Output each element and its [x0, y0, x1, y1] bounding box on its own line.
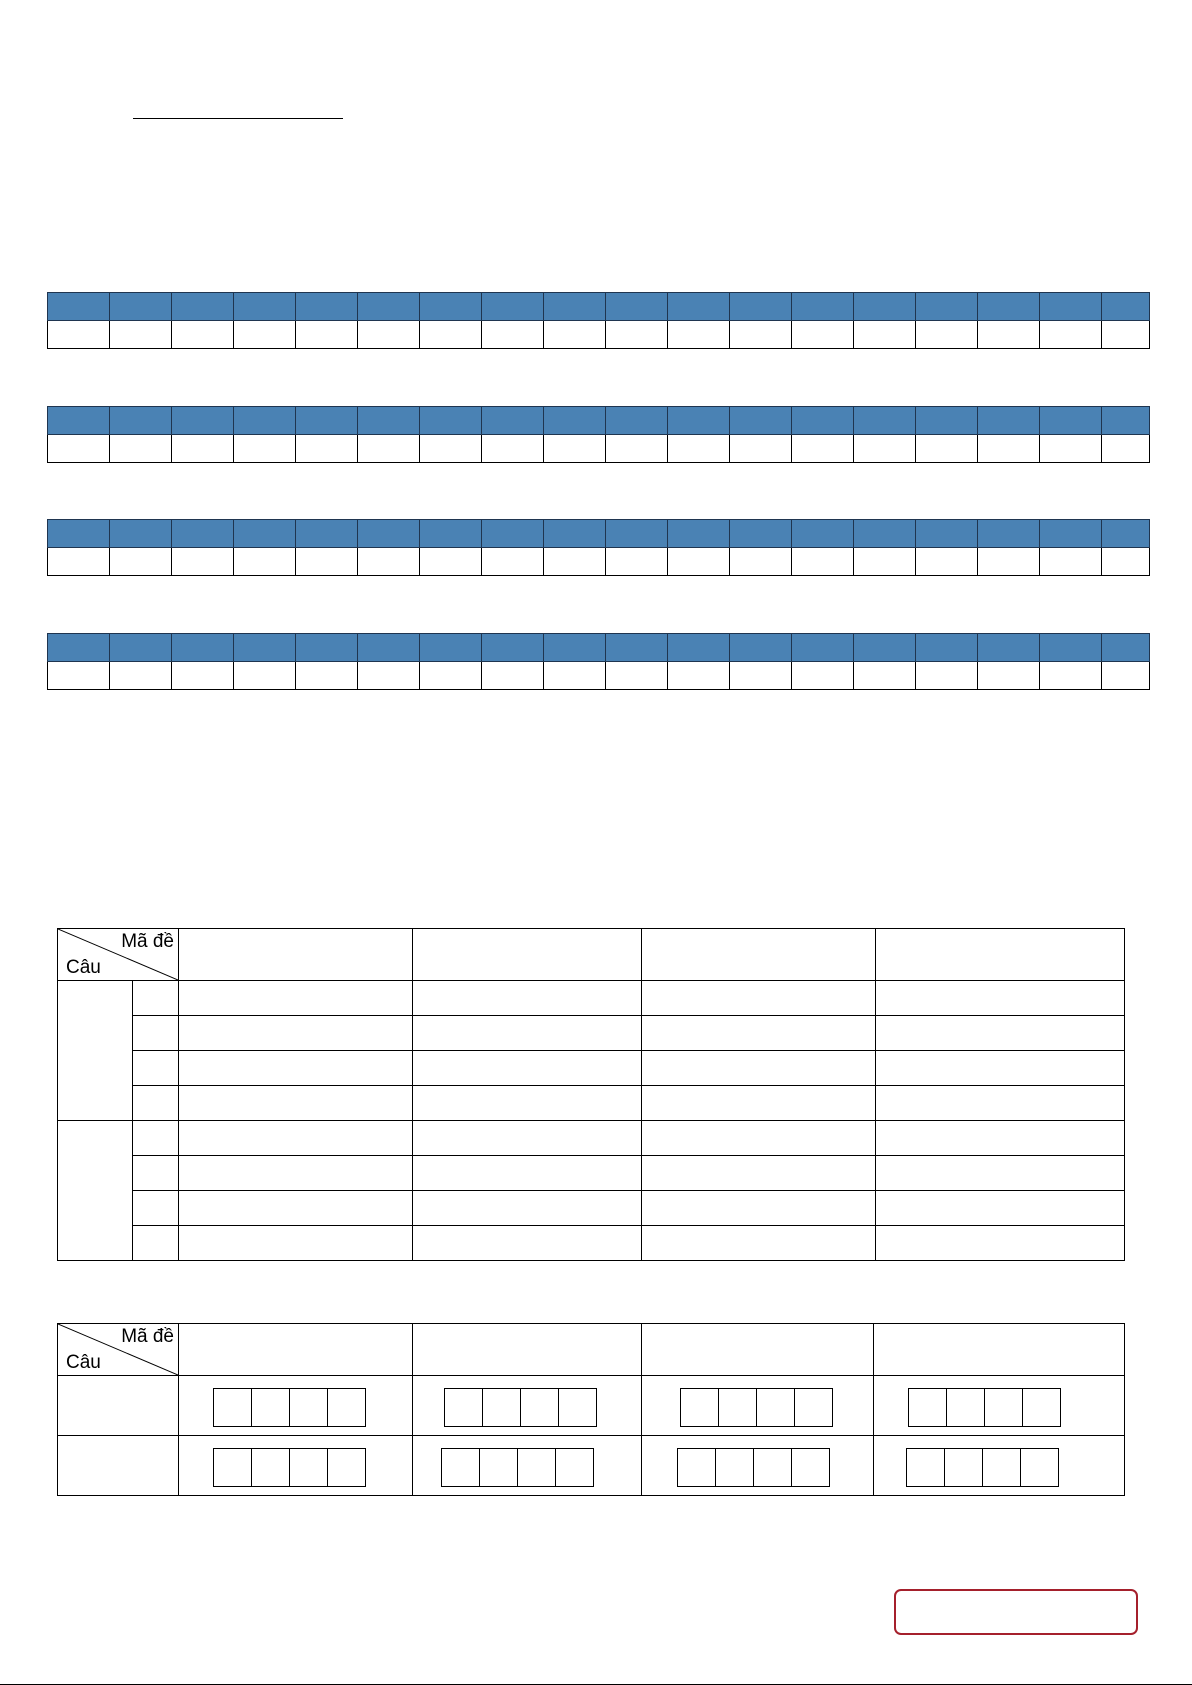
grid-header-cell: [1040, 407, 1102, 435]
grid-header-cell: [730, 407, 792, 435]
grid-header-cell: [172, 293, 234, 321]
grid-answer-cell[interactable]: [110, 321, 172, 349]
answer-grid-4: [47, 633, 1150, 690]
grid-header-cell: [854, 407, 916, 435]
grid-answer-cell[interactable]: [916, 435, 978, 463]
grid-header-row: [48, 407, 1150, 435]
grid-answer-cell[interactable]: [1040, 321, 1102, 349]
grid-answer-cell[interactable]: [854, 662, 916, 690]
exam-code-header: [642, 1324, 874, 1376]
grid-header-cell: [358, 634, 420, 662]
grid-header-cell: [1102, 520, 1150, 548]
digit-box-group: [677, 1448, 830, 1487]
digit-box-group: [908, 1388, 1061, 1427]
answer-cell[interactable]: [876, 1191, 1125, 1226]
digit-box[interactable]: [908, 1388, 947, 1427]
answer-cell[interactable]: [876, 1156, 1125, 1191]
grid-answer-cell[interactable]: [358, 662, 420, 690]
answer-cell[interactable]: [179, 1121, 413, 1156]
grid-header-cell: [854, 634, 916, 662]
answer-cell[interactable]: [876, 1121, 1125, 1156]
grid-header-cell: [420, 520, 482, 548]
answer-cell[interactable]: [413, 1191, 642, 1226]
digit-box[interactable]: [794, 1388, 833, 1427]
digit-box-group: [441, 1448, 594, 1487]
corner-header-cell: [58, 1324, 179, 1376]
answer-cell[interactable]: [642, 1051, 876, 1086]
digit-box[interactable]: [558, 1388, 597, 1427]
digit-box[interactable]: [520, 1388, 559, 1427]
digit-box[interactable]: [718, 1388, 757, 1427]
answer-key-table-1: [57, 928, 1125, 1261]
corner-label-exam-code: Mã đề: [121, 931, 174, 952]
grid-answer-cell[interactable]: [978, 548, 1040, 576]
key-header-row: [58, 1324, 1125, 1376]
answer-key-table-2: [57, 1323, 1125, 1496]
grid-header-cell: [916, 520, 978, 548]
grid-answer-cell[interactable]: [544, 548, 606, 576]
grid-header-cell: [296, 634, 358, 662]
corner-label-question: Câu: [66, 957, 101, 978]
grid-answer-cell[interactable]: [110, 435, 172, 463]
answer-cell[interactable]: [876, 1086, 1125, 1121]
question-group-cell: [58, 981, 133, 1121]
answer-grid-1: [47, 292, 1150, 349]
grid-answer-cell[interactable]: [172, 548, 234, 576]
grid-answer-cell[interactable]: [110, 662, 172, 690]
grid-header-cell: [296, 293, 358, 321]
title-underline: [133, 118, 343, 119]
grid-header-cell: [978, 293, 1040, 321]
grid-answer-cell[interactable]: [1102, 548, 1150, 576]
grid-header-cell: [668, 520, 730, 548]
grid-header-row: [48, 634, 1150, 662]
grid-header-cell: [544, 407, 606, 435]
digit-box[interactable]: [946, 1388, 985, 1427]
grid-answer-cell[interactable]: [606, 321, 668, 349]
answer-cell[interactable]: [642, 1191, 876, 1226]
answer-cell[interactable]: [179, 1016, 413, 1051]
grid-header-cell: [606, 293, 668, 321]
grid-header-cell: [482, 407, 544, 435]
digit-box[interactable]: [251, 1388, 290, 1427]
grid-header-cell: [110, 293, 172, 321]
grid-header-cell: [172, 407, 234, 435]
grid-answer-cell[interactable]: [730, 662, 792, 690]
digit-box[interactable]: [677, 1448, 716, 1487]
corner-label-question: Câu: [66, 1352, 101, 1373]
answer-cell[interactable]: [413, 1121, 642, 1156]
digit-box[interactable]: [984, 1388, 1023, 1427]
grid-header-cell: [172, 520, 234, 548]
exam-code-header: [179, 929, 413, 981]
answer-cell[interactable]: [642, 981, 876, 1016]
exam-code-header: [876, 929, 1125, 981]
grid-answer-row: [48, 548, 1150, 576]
answer-cell[interactable]: [413, 1226, 642, 1261]
grid-answer-cell[interactable]: [730, 321, 792, 349]
grid-header-cell: [730, 634, 792, 662]
grid-answer-cell[interactable]: [482, 548, 544, 576]
exam-code-header: [413, 929, 642, 981]
grid-header-cell: [172, 634, 234, 662]
grid-header-cell: [358, 520, 420, 548]
grid-answer-cell[interactable]: [792, 662, 854, 690]
answer-cell[interactable]: [179, 1156, 413, 1191]
grid-header-cell: [792, 520, 854, 548]
grid-answer-cell[interactable]: [916, 662, 978, 690]
grid-answer-cell[interactable]: [420, 435, 482, 463]
grid-answer-cell[interactable]: [482, 321, 544, 349]
grid-header-cell: [110, 520, 172, 548]
grid-answer-cell[interactable]: [234, 548, 296, 576]
grid-answer-row: [48, 662, 1150, 690]
digit-box[interactable]: [715, 1448, 754, 1487]
grid-answer-cell[interactable]: [730, 548, 792, 576]
grid-answer-cell[interactable]: [668, 662, 730, 690]
key-row: [58, 1226, 1125, 1261]
answer-cell[interactable]: [642, 1016, 876, 1051]
grid-answer-cell[interactable]: [606, 662, 668, 690]
digit-box[interactable]: [517, 1448, 556, 1487]
digit-box-group: [906, 1448, 1059, 1487]
answer-cell[interactable]: [642, 1226, 876, 1261]
grid-header-cell: [482, 293, 544, 321]
grid-header-cell: [606, 634, 668, 662]
grid-header-cell: [420, 634, 482, 662]
grid-answer-cell[interactable]: [544, 321, 606, 349]
grid-answer-cell[interactable]: [1102, 321, 1150, 349]
answer-cell[interactable]: [179, 1051, 413, 1086]
digit-box[interactable]: [982, 1448, 1021, 1487]
answer-cell: [179, 1436, 413, 1496]
grid-header-cell: [668, 293, 730, 321]
answer-cell[interactable]: [413, 981, 642, 1016]
grid-answer-cell[interactable]: [606, 548, 668, 576]
grid-answer-cell[interactable]: [48, 548, 110, 576]
grid-header-cell: [916, 293, 978, 321]
digit-box[interactable]: [1020, 1448, 1059, 1487]
grid-header-cell: [234, 407, 296, 435]
grid-header-cell: [668, 407, 730, 435]
key-row: [58, 1051, 1125, 1086]
grid-answer-cell[interactable]: [482, 435, 544, 463]
grid-header-cell: [110, 634, 172, 662]
key-row: [58, 981, 1125, 1016]
grid-header-cell: [792, 634, 854, 662]
sub-item-cell: [133, 1016, 179, 1051]
grid-answer-cell[interactable]: [234, 435, 296, 463]
grid-answer-cell[interactable]: [792, 548, 854, 576]
digit-box[interactable]: [479, 1448, 518, 1487]
grid-answer-cell[interactable]: [482, 662, 544, 690]
key-row: [58, 1376, 1125, 1436]
grid-header-cell: [978, 634, 1040, 662]
sub-item-cell: [133, 1156, 179, 1191]
grid-header-cell: [916, 634, 978, 662]
grid-header-cell: [792, 407, 854, 435]
grid-header-cell: [730, 520, 792, 548]
answer-cell: [642, 1376, 874, 1436]
grid-header-cell: [234, 293, 296, 321]
grid-header-cell: [854, 520, 916, 548]
corner-label-exam-code: Mã đề: [121, 1326, 174, 1347]
grid-header-cell: [544, 520, 606, 548]
grid-header-cell: [1102, 634, 1150, 662]
answer-cell[interactable]: [642, 1086, 876, 1121]
digit-box[interactable]: [289, 1448, 328, 1487]
answer-cell: [413, 1436, 642, 1496]
question-cell: [58, 1376, 179, 1436]
grid-answer-cell[interactable]: [296, 548, 358, 576]
grid-header-cell: [1102, 293, 1150, 321]
grid-answer-cell[interactable]: [1102, 662, 1150, 690]
grid-header-cell: [1040, 520, 1102, 548]
grid-header-cell: [296, 407, 358, 435]
grid-answer-cell[interactable]: [978, 662, 1040, 690]
sub-item-cell: [133, 981, 179, 1016]
grid-header-cell: [668, 634, 730, 662]
key-row: [58, 1086, 1125, 1121]
key-row: [58, 1191, 1125, 1226]
grid-header-cell: [1102, 407, 1150, 435]
sub-item-cell: [133, 1191, 179, 1226]
digit-box[interactable]: [213, 1388, 252, 1427]
grid-answer-cell[interactable]: [668, 548, 730, 576]
grid-header-row: [48, 293, 1150, 321]
sub-item-cell: [133, 1086, 179, 1121]
digit-box[interactable]: [944, 1448, 983, 1487]
grid-answer-cell[interactable]: [172, 321, 234, 349]
digit-box[interactable]: [441, 1448, 480, 1487]
grid-header-cell: [978, 520, 1040, 548]
answer-cell: [413, 1376, 642, 1436]
grid-header-cell: [916, 407, 978, 435]
grid-answer-cell[interactable]: [358, 435, 420, 463]
answer-cell[interactable]: [876, 1051, 1125, 1086]
grid-header-cell: [482, 520, 544, 548]
grid-answer-cell[interactable]: [172, 662, 234, 690]
grid-answer-cell[interactable]: [234, 321, 296, 349]
grid-answer-cell[interactable]: [48, 435, 110, 463]
answer-cell: [874, 1436, 1125, 1496]
grid-answer-cell[interactable]: [730, 435, 792, 463]
digit-box-group: [444, 1388, 597, 1427]
answer-cell[interactable]: [876, 1016, 1125, 1051]
sub-item-cell: [133, 1226, 179, 1261]
exam-code-header: [413, 1324, 642, 1376]
grid-header-cell: [1040, 293, 1102, 321]
answer-cell[interactable]: [413, 1051, 642, 1086]
grid-answer-cell[interactable]: [296, 662, 358, 690]
grid-answer-row: [48, 321, 1150, 349]
answer-cell[interactable]: [179, 1191, 413, 1226]
grid-header-cell: [48, 407, 110, 435]
grid-answer-cell[interactable]: [172, 435, 234, 463]
grid-header-cell: [48, 520, 110, 548]
answer-cell[interactable]: [642, 1121, 876, 1156]
grid-answer-cell[interactable]: [978, 321, 1040, 349]
grid-answer-cell[interactable]: [668, 321, 730, 349]
grid-answer-cell[interactable]: [854, 435, 916, 463]
digit-box-group: [680, 1388, 833, 1427]
grid-answer-cell[interactable]: [916, 548, 978, 576]
grid-answer-cell[interactable]: [296, 321, 358, 349]
grid-header-cell: [544, 293, 606, 321]
digit-box[interactable]: [327, 1388, 366, 1427]
answer-cell[interactable]: [413, 1086, 642, 1121]
grid-header-row: [48, 520, 1150, 548]
digit-box[interactable]: [1022, 1388, 1061, 1427]
answer-grid-3: [47, 519, 1150, 576]
grid-header-cell: [978, 407, 1040, 435]
digit-box-group: [213, 1448, 366, 1487]
grid-answer-cell[interactable]: [234, 662, 296, 690]
grid-answer-cell[interactable]: [792, 435, 854, 463]
digit-box[interactable]: [906, 1448, 945, 1487]
grid-header-cell: [48, 634, 110, 662]
digit-box[interactable]: [251, 1448, 290, 1487]
grid-answer-row: [48, 435, 1150, 463]
sub-item-cell: [133, 1121, 179, 1156]
grid-answer-cell[interactable]: [358, 321, 420, 349]
grid-answer-cell[interactable]: [978, 435, 1040, 463]
grid-header-cell: [606, 407, 668, 435]
question-group-cell: [58, 1121, 133, 1261]
answer-cell: [642, 1436, 874, 1496]
answer-cell[interactable]: [876, 981, 1125, 1016]
grid-header-cell: [358, 407, 420, 435]
grid-answer-cell[interactable]: [1102, 435, 1150, 463]
grid-answer-cell[interactable]: [48, 662, 110, 690]
grid-answer-cell[interactable]: [296, 435, 358, 463]
grid-header-cell: [234, 520, 296, 548]
answer-cell[interactable]: [413, 1156, 642, 1191]
digit-box[interactable]: [327, 1448, 366, 1487]
answer-cell[interactable]: [642, 1156, 876, 1191]
grid-header-cell: [544, 634, 606, 662]
key-row: [58, 1121, 1125, 1156]
answer-cell[interactable]: [179, 1226, 413, 1261]
grid-answer-cell[interactable]: [606, 435, 668, 463]
grid-answer-cell[interactable]: [668, 435, 730, 463]
key-row: [58, 1436, 1125, 1496]
key-row: [58, 1156, 1125, 1191]
exam-code-header: [642, 929, 876, 981]
grid-header-cell: [296, 520, 358, 548]
grid-answer-cell[interactable]: [420, 548, 482, 576]
exam-code-header: [874, 1324, 1125, 1376]
grid-header-cell: [420, 407, 482, 435]
grid-header-cell: [854, 293, 916, 321]
answer-cell[interactable]: [179, 1086, 413, 1121]
grid-answer-cell[interactable]: [110, 548, 172, 576]
digit-box[interactable]: [213, 1448, 252, 1487]
sub-item-cell: [133, 1051, 179, 1086]
digit-box[interactable]: [680, 1388, 719, 1427]
grid-header-cell: [420, 293, 482, 321]
key-header-row: [58, 929, 1125, 981]
grid-answer-cell[interactable]: [916, 321, 978, 349]
grid-header-cell: [234, 634, 296, 662]
grid-answer-cell[interactable]: [1040, 662, 1102, 690]
key-row: [58, 1016, 1125, 1051]
digit-box[interactable]: [791, 1448, 830, 1487]
exam-code-header: [179, 1324, 413, 1376]
grid-header-cell: [482, 634, 544, 662]
answer-cell[interactable]: [876, 1226, 1125, 1261]
digit-box[interactable]: [444, 1388, 483, 1427]
answer-cell[interactable]: [179, 981, 413, 1016]
grid-answer-cell[interactable]: [792, 321, 854, 349]
grid-header-cell: [1040, 634, 1102, 662]
digit-box[interactable]: [753, 1448, 792, 1487]
grid-answer-cell[interactable]: [420, 321, 482, 349]
grid-answer-cell[interactable]: [854, 548, 916, 576]
grid-answer-cell[interactable]: [48, 321, 110, 349]
grid-answer-cell[interactable]: [420, 662, 482, 690]
grid-answer-cell[interactable]: [1040, 435, 1102, 463]
grid-answer-cell[interactable]: [544, 435, 606, 463]
grid-header-cell: [730, 293, 792, 321]
grid-answer-cell[interactable]: [854, 321, 916, 349]
answer-cell: [179, 1376, 413, 1436]
corner-header-cell: [58, 929, 179, 981]
grid-header-cell: [358, 293, 420, 321]
grid-header-cell: [606, 520, 668, 548]
answer-cell: [874, 1376, 1125, 1436]
digit-box[interactable]: [289, 1388, 328, 1427]
grid-answer-cell[interactable]: [358, 548, 420, 576]
digit-box[interactable]: [482, 1388, 521, 1427]
stamp-box: [894, 1589, 1138, 1635]
question-cell: [58, 1436, 179, 1496]
grid-answer-cell[interactable]: [544, 662, 606, 690]
grid-header-cell: [792, 293, 854, 321]
grid-header-cell: [48, 293, 110, 321]
digit-box[interactable]: [756, 1388, 795, 1427]
digit-box[interactable]: [555, 1448, 594, 1487]
answer-cell[interactable]: [413, 1016, 642, 1051]
grid-answer-cell[interactable]: [1040, 548, 1102, 576]
answer-grid-2: [47, 406, 1150, 463]
grid-header-cell: [110, 407, 172, 435]
digit-box-group: [213, 1388, 366, 1427]
